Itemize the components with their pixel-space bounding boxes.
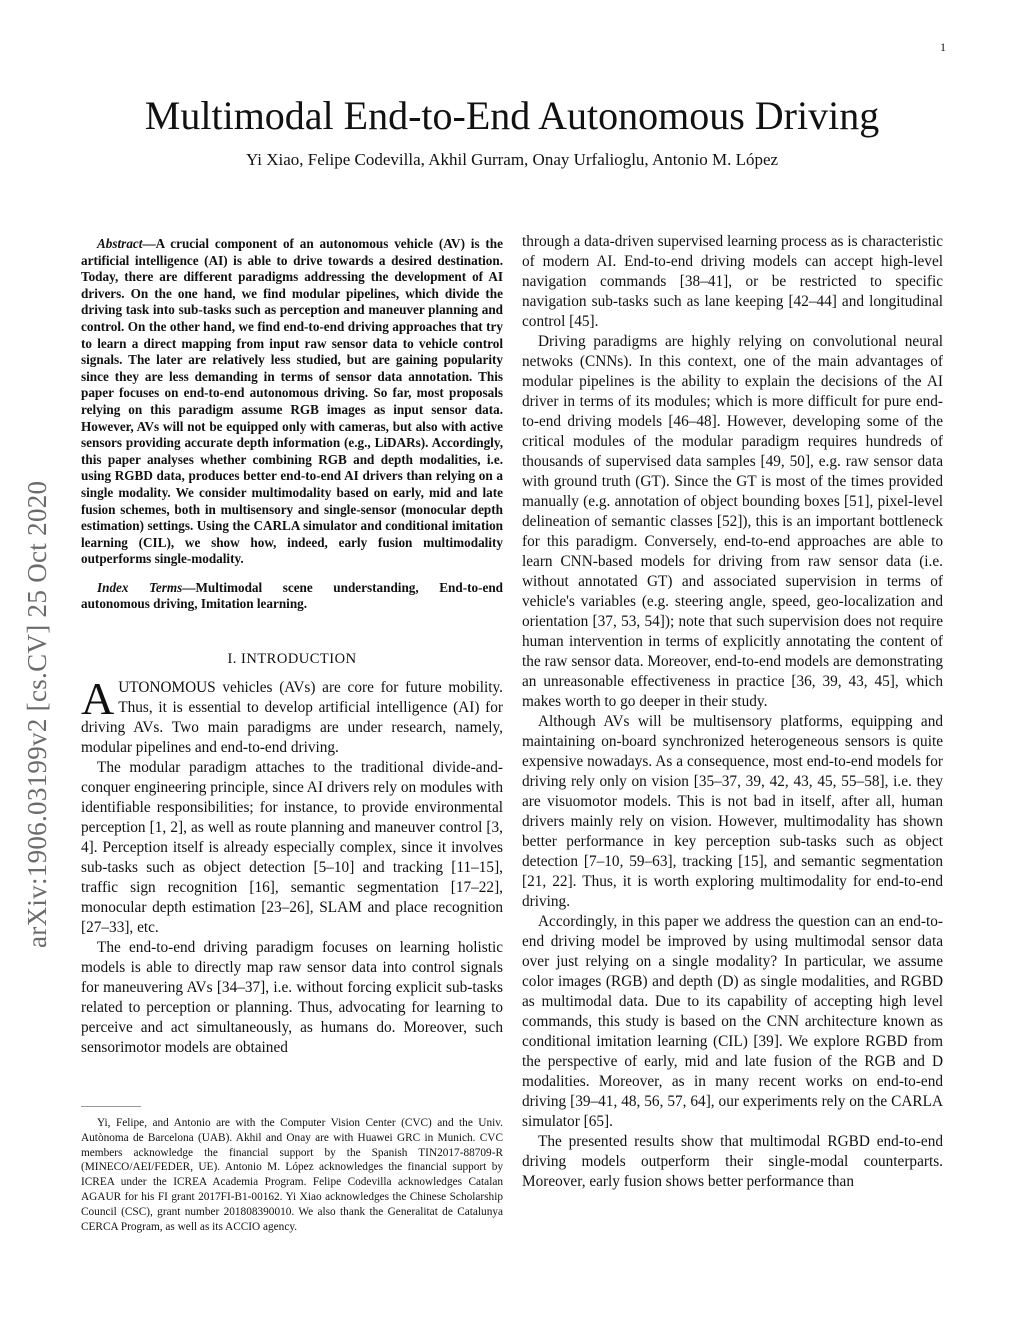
left-column <box>81 236 503 1058</box>
right-paragraph-2: Driving paradigms are highly relying on convolutional neural netwoks (CNNs). In this context, one of the main advantages of modular pipelines is the ability to explain the decisions of the AI driver in terms of its modules; which is more difficult for pure end-to-end driving models [46–48]. However, developing some of the critical modules of the modular paradigm requires hundreds of thousands of supervised data samples [49, 50], e.g. raw sensor data with ground truth (GT). Since the GT is most of the times provided manually (e.g. annotation of object bounding boxes [51], pixel-level delineation of semantic classes [52]), this is an important bottleneck for this paradigm. Conversely, end-to-end approaches are able to learn CNN-based models for driving from raw sensor data (i.e. without annotated GT) and associated supervision in terms of vehicle's variables (e.g. steering angle, speed, geo-localization and orientation [37, 53, 54]); note that such supervision does not require human intervention in terms of explicitly annotating the content of the raw sensor data. Moreover, end-to-end models are demonstrating an unreasonable effectiveness in practice [36, 39, 43, 45], which makes worth to go deeper in their study. <box>522 333 943 710</box>
index-terms-label: Index Terms <box>97 579 183 595</box>
right-paragraph-4: Accordingly, in this paper we address the question can an end-to-end driving model be improved by using multimodal sensor data over just relying on a single modality? In particular, we assume color images (RGB) and depth (D) as single modalities, and RGBD as multimodal data. Due to its capability of accepting high level commands, this study is based on the CNN architecture known as conditional imitation learning (CIL) [39]. We explore RGBD from the perspective of early, mid and late fusion of the RGB and D modalities. Moreover, as in many recent works on end-to-end driving [39–41, 48, 56, 57, 64], our experiments rely on the CARLA simulator [65]. <box>522 913 943 1130</box>
paper-title: Multimodal End-to-End Autonomous Driving <box>144 93 880 138</box>
abstract <box>81 236 503 568</box>
abstract-text: —A crucial component of an autonomous vehicle (AV) is the artificial intelligence (AI) is able to drive towards a desired destination. Today, there are different paradigms addressing the development of AI drivers. On the one hand, we find modular pipelines, which divide the driving task into sub-tasks such as perception and maneuver planning and control. On the other hand, we find end-to-end driving approaches that try to learn a direct mapping from input raw sensor data to vehicle control signals. The later are relatively less studied, but are gaining popularity since they are less demanding in terms of sensor data annotation. This paper focuses on end-to-end autonomous driving. So far, most proposals relying on this paradigm assume RGB images as input sensor data. However, AVs will not be equipped only with cameras, but also with active sensors providing accurate depth information (e.g., LiDARs). Accordingly, this paper analyses whether combining RGB and depth modalities, i.e. using RGBD data, produces better end-to-end AI drivers than relying on a single modality. We consider multimodality based on early, mid and late fusion schemes, both in multisensory and single-sensor (monocular depth estimation) settings. Using the CARLA simulator and conditional imitation learning (CIL), we show how, indeed, early fusion multimodality outperforms single-modality. <box>81 236 503 567</box>
index-terms-text: —Multimodal scene understanding, End-to-end autonomous driving, Imitation learning. <box>81 579 503 612</box>
author-list: Yi Xiao, Felipe Codevilla, Akhil Gurram, Onay Urfalioglu, Antonio M. López <box>245 150 779 169</box>
page-number: 1 <box>940 40 946 54</box>
arxiv-stamp: arXiv:1906.03199v2 [cs.CV] 25 Oct 2020 <box>22 480 52 948</box>
right-column <box>522 232 943 1192</box>
drop-cap: A <box>81 673 115 725</box>
intro-paragraph-3: The end-to-end driving paradigm focuses on learning holistic models is able to directly map raw sensor data into control signals for maneuvering AVs [34–37], i.e. without forcing explicit sub-tasks related to perception or planning. Thus, advocating for learning to perceive and act simultaneously, as humans do. Moreover, such sensorimotor models are obtained <box>81 939 503 1057</box>
right-paragraph-3: Although AVs will be multisensory platforms, equipping and maintaining on-board synchronized heterogeneous sensors is quite expensive nowadays. As a consequence, most end-to-end models for driving rely only on vision [35–37, 39, 42, 43, 45, 55–58], i.e. they are visuomotor models. This is not bad in itself, after all, human drivers mainly rely on vision. However, multimodality has shown better performance in key perception sub-tasks such as object detection [7–10, 59–63], tracking [15], and semantic segmentation [21, 22]. Thus, it is worth exploring multimodality for end-to-end driving. <box>522 713 943 910</box>
intro-paragraph-1-text: UTONOMOUS vehicles (AVs) are core for future mobility. Thus, it is essential to develop artificial intelligence (AI) for driving AVs. Two main paradigms are under research, namely, modular pipelines and end-to-end driving. <box>81 679 503 757</box>
intro-paragraph-1 <box>81 673 503 758</box>
abstract-label: Abstract <box>97 236 143 251</box>
intro-paragraph-2: The modular paradigm attaches to the traditional divide-and-conquer engineering principle, since AI drivers rely on modules with identifiable responsibilities; for instance, to provide environmental perception [1, 2], as well as route planning and maneuver control [3, 4]. Perception itself is already especially complex, since it involves sub-tasks such as object detection [5–10] and tracking [11–15], traffic sign recognition [16], semantic segmentation [17–22], monocular depth estimation [23–26], SLAM and place recognition [27–33], etc. <box>81 759 503 937</box>
right-paragraph-1: through a data-driven supervised learning process as is characteristic of modern AI. End-to-end driving models can accept high-level navigation commands [38–41], or be restricted to specific navigation sub-tasks such as lane keeping [42–44] and longitudinal control [45]. <box>522 233 943 330</box>
right-paragraph-5: The presented results show that multimodal RGBD end-to-end driving models outperform their single-modal counterparts. Moreover, early fusion shows better performance than <box>522 1133 943 1190</box>
footnote: Yi, Felipe, and Antonio are with the Computer Vision Center (CVC) and the Univ. Autònoma de Barcelona (UAB). Akhil and Onay are with Huawei GRC in Munich. CVC members acknowledge the financial support by the Spanish TIN2017-88709-R (MINECO/AEI/FEDER, UE). Antonio M. López acknowledges the financial support by ICREA under the ICREA Academia Program. Felipe Codevilla acknowledges Catalan AGAUR for his FI grant 2017FI-B1-00162. Yi Xiao acknowledges the Chinese Scholarship Council (CSC), grant number 201808390010. We also thank the Generalitat de Catalunya CERCA Program, as well as its ACCIO agency. <box>81 1117 503 1233</box>
index-terms <box>81 580 503 613</box>
footnote-rule <box>81 1106 141 1107</box>
section-heading-introduction: I. INTRODUCTION <box>227 651 357 668</box>
